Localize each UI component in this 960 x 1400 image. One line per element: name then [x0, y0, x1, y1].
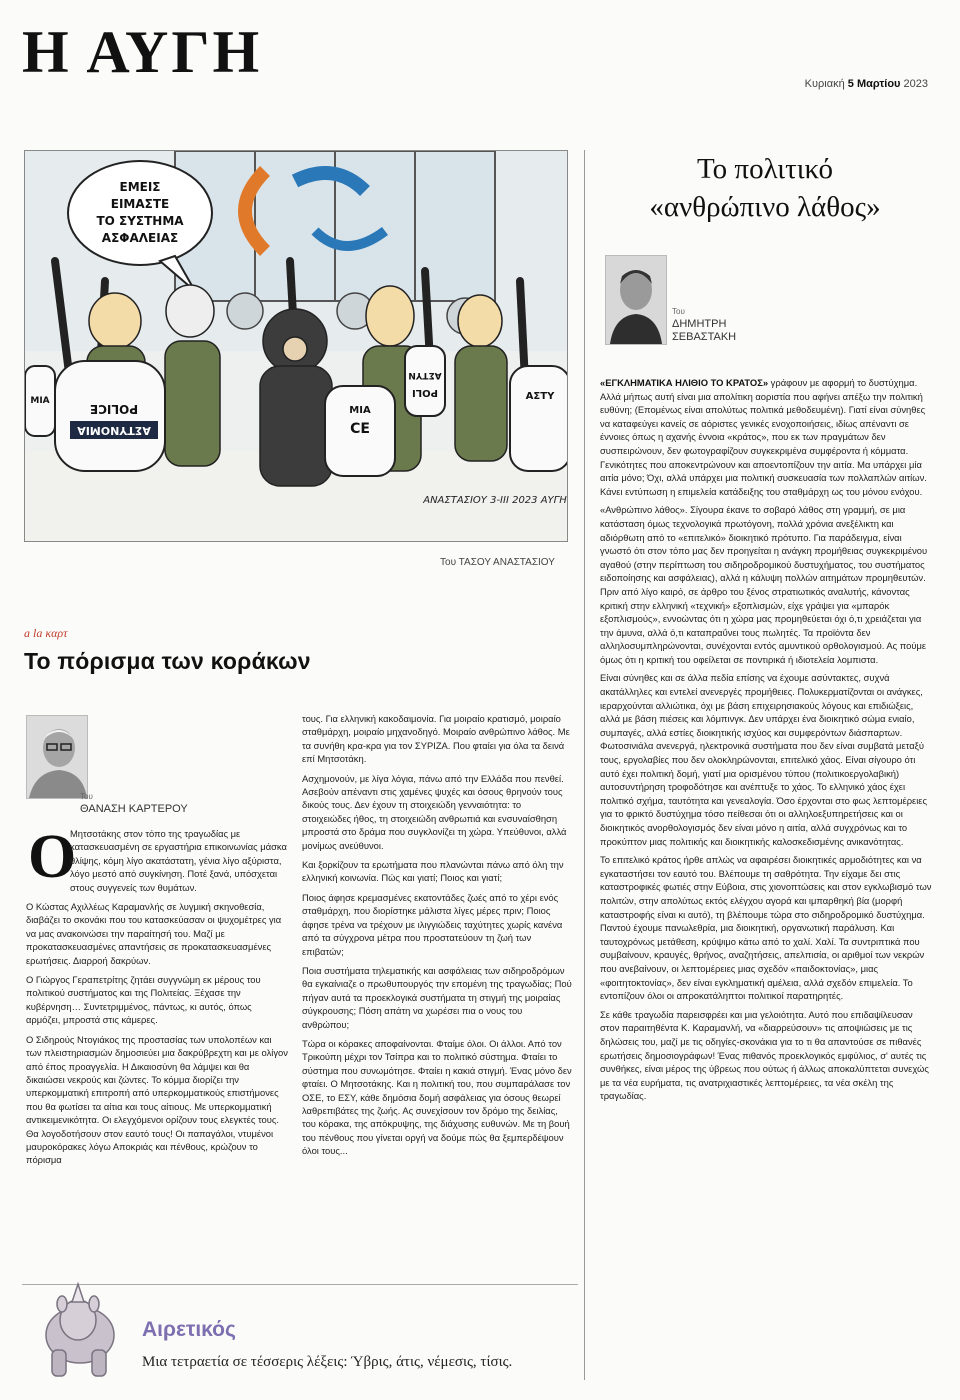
column-kicker: a la καρτ — [24, 626, 68, 640]
right-title-line1: Το πολιτικό — [696, 153, 834, 185]
right-lead-bold: «ΕΓΚΛΗΜΑΤΙΚΑ ΗΛΙΘΙΟ ΤΟ ΚΡΑΤΟΣ» — [600, 377, 769, 388]
caption-author: ΤΑΣΟΥ ΑΝΑΣΤΑΣΙΟΥ — [458, 557, 555, 568]
dateline-day: Κυριακή — [804, 78, 845, 90]
dateline-date: 5 Μαρτίου — [847, 78, 901, 90]
right-paragraph-4: Σε κάθε τραγωδία παρεισφρέει και μια γελοιότητα. Αυτό που επιδαψίλευσαν στον παραιτηθέντα Κ. Καραμανλή, να «διαρρεύσουν» τις αποψιώσεις με τις δηλώσεις του, μαζί με τις οδηγίες-σκονάκια για το τι θα απαντούσε σε πιθανές ερωτήσεις δημοσιογράφων! Ένας πιθανός προεκλογικός εμφύλιος, σ' αυτές τις συνθήκες, είναι μέρος της ύβρεως που ούτως ή άλλως αποκαλύπτεται συνεχώς με τα νέα ευρήματα, τις ανατριχιαστικές λεπτομέρειες, τα νέα σκέλη της τραγωδίας. — [600, 1008, 929, 1102]
shield-text-8: CE — [350, 421, 370, 437]
right-author-line2: ΣΕΒΑΣΤΑΚΗ — [672, 331, 737, 343]
left-author: ΘΑΝΑΣΗ ΚΑΡΤΕΡΟΥ — [80, 803, 188, 815]
shield-text-6: ΑΣΤΥ — [525, 391, 555, 402]
left-col1-paragraph-2: Ο Γιώργος Γεραπετρίτης ζητάει συγγνώμη εκ μέρους του πολιτικού συστήματος και της Πολιτείας. Ξέχασε την κυβέρνηση… Συντετριμμένος, πάντως, κι αυτός, όπως αρμόζει, μπροστά στις κάμερες. — [26, 974, 261, 1026]
aireticos-title: Αιρετικός — [142, 1318, 236, 1341]
speech-line-3: ΤΟ ΣΥΣΤΗΜΑ — [96, 214, 184, 228]
right-article-body — [600, 376, 932, 1108]
left-byline — [80, 790, 188, 816]
left-col2-paragraph-3: Και ξορκίζουν τα ερωτήματα που πλανώνται πάνω από όλη την ελληνική κοινωνία. Πώς και γιατί; Ποιος και γιατί; — [302, 859, 564, 884]
right-byline-prefix: Του — [672, 307, 685, 316]
editorial-cartoon — [24, 150, 568, 542]
right-lead-text: γράφουν με αφορμή το δυστύχημα. Αλλά μήπως αυτή είναι μια απολίτικη αοριστία που αφήνει απέξω την πολιτική ευθύνη; (Επομένως είναι απολύτως πολιτικά μεθοδευμένη). Γιατί είναι σύνηθες να καταφεύγει κανείς σε αόριστες γενικές ενοχοποιήσεις, ιδίως απέναντι σε έννοιες όπως η αχανής έννοια «κράτος», που εκ των πραγμάτων δεν συσπειρώνουν, δεν φωτογραφίζουν συγκεκριμένα συμφέροντα ή κόμματα. Γενικότητες που αποκεντρώνουν και αποεντοπίζουν την αιτία. Μα υπάρχει μία αιτία μόνο; Όχι, αλλά υπάρχει μια πολιτική συσκευασία των πολλαπλών αιτίων. Κάνει εντύπωση η επιμελεία κατάδειξης του σταθμάρχη ως του μόνου ενόχου. — [600, 377, 927, 497]
speech-line-4: ΑΣΦΑΛΕΙΑΣ — [101, 231, 179, 245]
left-col2-paragraph-5: Ποια συστήματα τηλεματικής και ασφάλειας των σιδηροδρόμων θα εγκαίνιαζε ο πρωθυπουργός την επομένη της τραγωδίας; Πού πήγαν αυτά τα προεκλογικά συστήματα τη στιγμή της μοιραίας σύγκρουσης; Πόση απάτη να χωρέσει πια ο νους του ανθρώπου; — [302, 964, 572, 1030]
right-paragraph-2: Είναι σύνηθες και σε άλλα πεδία επίσης να έχουμε ασύντακτες, συχνά ακατάλληλες και εντελεί ανενεργές προμήθειες. Πολυκερματίζονται οι ανάγκες, ιεραρχούνται αλλιώτικα, όχι με βάση επιχειρησιακούς λόγους και επιδιώξεις, αλλά με βάση πιέσεις και λόμπινγκ. Δεν υπάρχει ένα διοικητικό σώμα ενιαίο, συμπαγές, αλλά εστίες διοικητικής ισχύος και συμφερόντων διάσπαρτων. Φωτοσινιάλα ανενεργά, ηλεκτρονικά συστήματα που δεν είναι συμβατά μεταξύ τους, εργολαβίες που δεν ολοκληρώνονται, επιτελικό χάος. Είναι σίγουρο ότι αυτό έχει πολιτική δομή, γιατί μια ορισμένου τύπου (πολιτικοεργολαβική) αυτοσυντήρηση τροφοδότησε και ανέπτυξε το χάος. Το ελληνικό χάος έχει πολιτικό σχήμα, ταυτότητα και γενεαλογία. Όσο έρχονται στο φως λεπτομέρειες για το φρικτό δυστύχημα τόσο πείθεσαι ότι οι αλληλοεξυπηρετήσεις και οι διοικητικός ανορθολογισμός δεν είναι μόνο η αιτία, αλλά συγχρόνως και το προκύπτον μιας πολιτικής και διοικητικής καλοσκεδισμένης ανικανότητας. — [600, 672, 927, 847]
shield-text-1: ΑΣΤΥΝΟΜΙΑ — [77, 424, 151, 437]
left-col2-paragraph-1: τους. Για ελληνική κακοδαιμονία. Για μοιραίο κρατισμό, μοιραίο σταθμάρχη, μοιραίο μηχανοδηγό. Μοιραίο ανθρώπινο λάθος. Με τα συνήθη κρα-κρα για τον ΣΥΡΙΖΑ. Που φταίει για όλα τα δεινά επί Μητσοτάκη. — [302, 713, 570, 765]
aireticos-text: Μια τετραετία σε τέσσερις λέξεις: Ύβρις, άτις, νέμεσις, τίσις. — [142, 1354, 513, 1370]
shield-text-2: POLICE — [89, 402, 139, 416]
left-article-title: Το πόρισμα των κοράκων — [24, 648, 311, 674]
cartoon-illustration — [25, 151, 567, 541]
rhino-icon — [30, 1280, 126, 1380]
shield-text-3: ΜΙΑ — [30, 396, 50, 406]
shield-text-4: ΑΣΤΥΝ — [408, 370, 442, 380]
left-col2-paragraph-6: Τώρα οι κόρακες αποφαίνονται. Φταίμε όλοι. Οι άλλοι. Από τον Τρικούπη μέχρι τον Τσίπρα και το πολιτικό σύστημα. Φταίει το σύστημα που συνωμότησε. Φταίει η κακιά στιγμή. Ένας μόνο δεν φταίει. Ο Μητσοτάκης. Και η πολιτική του, που συμπαράλασε τον ΟΣΕ, το ΕΣΥ, κάθε δημόσια δομή ασφάλειας για όσους θεωρεί λαθρεπιβάτες της ζωής. Ας συνεχίσουν τον δρόμο της δειλίας, του κόρακα, της απόκρυψης, της διάχυσης ευθυνών. Με τη βουή του πένθους που γίνεται οργή να δούμε πώς θα ξεμπερδέψουν όλοι τους... — [302, 1037, 572, 1157]
dateline — [805, 78, 928, 90]
speech-line-2: ΕΙΜΑΣΤΕ — [110, 197, 170, 211]
left-article-column-1 — [26, 823, 288, 1173]
right-paragraph-3: Το επιτελικό κράτος ήρθε απλώς να αφαιρέσει διοικητικές αρμοδιότητες και να εγκαταστήσει τον εαυτό του. Βλέπουμε τη σαθρότητα. Την είχαμε δει στις καταστροφικές φωτιές στην Εύβοια, στις χιονοπτώσεις και στον εγκλωβισμό των πολιτών, στην απολύτως εκτός ελέγχου αγορά και ιμπαρθηκή βία (μορφή καταστροφής είναι κι αυτό), τη βλέπουμε τώρα στο σιδηροδρομικό δυστύχημα. Παντού έχουμε πανωλεθρία, μια διοικητική, οργανωτική παράλυση. Και ταυτοχρόνως μετάθεση, κρύψιμο κάτω από το χαλί. Χαλί. Τα συντριπτικά που συμβαίνουν, κραυγές, θρήνος, αναζητήσεις, απελπισία, οι αριθμοί των νεκρών που ανεβαίνουν, οι λεπτομέρειες μιας σχεδόν «παιδοκτονίας», μιας «φοιτητοκτονίας», δεν είναι εγκληματική αμέλεια, αλλά σχεδόν επιμελεία. Το εντοπίζουν όλοι οι απροκατάληπτοι πολιτικοί παρατηρητές. — [600, 854, 932, 1002]
left-col1-paragraph-3: Ο Σιδηρούς Ντογιάκος της προστασίας των υπολοπέων και των πλειστηριασμών δημοσιεύει μια δακρύβρεχτη και με ολίγον από έπος προαγγελία. Η Δικαιοσύνη θα λάμψει και θα δικαιώσει νεκρούς και ζώντες. Το κόμμα διορίζει την υπερκομματική επιτροπή από υπερκομματικούς επιστήμονες που θα φωτίσει τα αίτια και τους αίτιους. Με υπερκομματική αντικειμενικότητα. Οι ελεγχόμενοι ορίζουν τους ελεγκτές τους. Θα λογοδοτήσουν στον εαυτό τους! Οι παπαγάλοι, ντυμένοι μαυροκόρακες λόγω Αποκριάς και πένθους, κρώζουν το πόρισμα — [26, 1033, 288, 1166]
left-lead-paragraph: Μητσοτάκης στον τόπο της τραγωδίας με κατασκευασμένη σε εργαστήρια επικοινωνίας μάσκα θλίψης, κόμη λίγο ακατάστατη, γένια λίγο αξύριστα, λόγο μεστό από συγκίνηση. Ποτέ ξανά, υπόσχεται στους συγγενείς των θυμάτων. — [70, 828, 287, 893]
right-article-title — [600, 150, 930, 226]
left-article-column-2 — [302, 712, 572, 1164]
author-photo-sevastakis — [605, 255, 667, 345]
shield-text-7: ΜΙΑ — [349, 405, 371, 416]
left-byline-prefix: Του — [80, 792, 93, 801]
column-divider — [584, 150, 585, 1380]
cartoon-caption — [440, 557, 555, 568]
right-author-line1: ΔΗΜΗΤΡΗ — [672, 318, 727, 330]
dateline-year: 2023 — [903, 78, 928, 90]
right-byline — [672, 305, 736, 344]
drop-cap: Ο — [28, 823, 77, 891]
left-col2-paragraph-2: Ασχημονούν, με λίγα λόγια, πάνω από την Ελλάδα που πενθεί. Ασεβούν απέναντι στις χαμένες ψυχές και όσους θρηνούν τους δικούς τους. Δεν έχουν τη στοιχειώδη γενναιότητα: το στοιχειώδες ήθος, τη στοιχειώδη ανθρωπιά και ενσυναίσθηση μπροστά στο δράμα που συγκλονίζει τη χώρα. Υπεύθυνοι, αλλά μονίμως ανεύθυνοι. — [302, 772, 567, 851]
left-col2-paragraph-4: Ποιος άφησε κρεμασμένες εκατοντάδες ζωές από το χέρι ενός σταθμάρχη, που διορίστηκε μάλιστα λίγες μέρες πριν; Ποιος άφησε τρένα να τρέχουν με ιλιγγιώδεις ταχύτητες χωρίς κανένα από τα σύγχρονα μέτρα που προστατεύουν τη ζωή των επιβατών; — [302, 891, 563, 957]
shield-text-5: POLI — [412, 387, 438, 398]
right-paragraph-1: «Ανθρώπινο λάθος». Σίγουρα έκανε το σοβαρό λάθος στη γραμμή, σε μια κατάσταση όμως τεχνολογικά πρωτόγονη, πολλά χρόνια ανεξέλικτη και αδιόρθωτη από το «επιτελικό» διοικητικό πρότυπο. Για παράδειγμα, είναι γνωστό ότι στον τόπο μας δεν προηγείται η ανάγκη προμήθειας συγκεκριμένου αγαθού (στην περίπτωση του σιδηροδρομικού δυστυχήματος, του συστήματος ειδοποίησης και ασφάλειας), αλλά η κάλυψη πολλών αιτημάτων προμηθευτών. Πριν από λίγο καιρό, σε άρθρο του ξένος στρατιωτικός αναλυτής, κάνοντας κριτική στην ελληνική «τεχνική» εξοπλισμών, είχε γράψει για «μπαρόκ εξοπλισμούς», εννοώντας ότι η χώρα μας προμηθεύεται όχι ό,τι χρειάζεται για την άμυνα, αλλά ό,τι καταπραΰνει τους πωλητές. Τα προϊόντα δεν αλληλοσυμπληρώνονται, συνέχονται εντός αμυντικού ορθολογισμού. Ας πούμε όμως ότι η κριτική του οφείλεται σε ποντιρικά ή ιδιοτελεία λομπιστα. — [600, 504, 928, 665]
author-photo-karterou — [26, 715, 88, 799]
right-title-line2: «ανθρώπινο λάθος» — [649, 191, 881, 223]
right-lead-paragraph — [600, 376, 932, 498]
caption-prefix: Του — [440, 557, 457, 568]
left-col1-paragraph-1: Ο Κώστας Αχιλλέως Καραμανλής σε λυγμική σκηνοθεσία, διαβάζει το σκονάκι που του κατασκεύασαν οι ψυχομέτρες για να μας ανακοινώσει την παραίτησή του. Μαζί με προκατασκευασμένες απαντήσεις σε προκατασκευασμένες ερωτήσεις. Διαρροή δακρύων. — [26, 901, 282, 966]
cartoon-signature: ΑΝΑΣΤΑΣΙΟΥ 3-III 2023 ΑΥΓΗ — [423, 495, 567, 506]
speech-line-1: ΕΜΕΙΣ — [119, 180, 161, 194]
masthead-title: Η ΑΥΓΗ — [22, 19, 263, 85]
